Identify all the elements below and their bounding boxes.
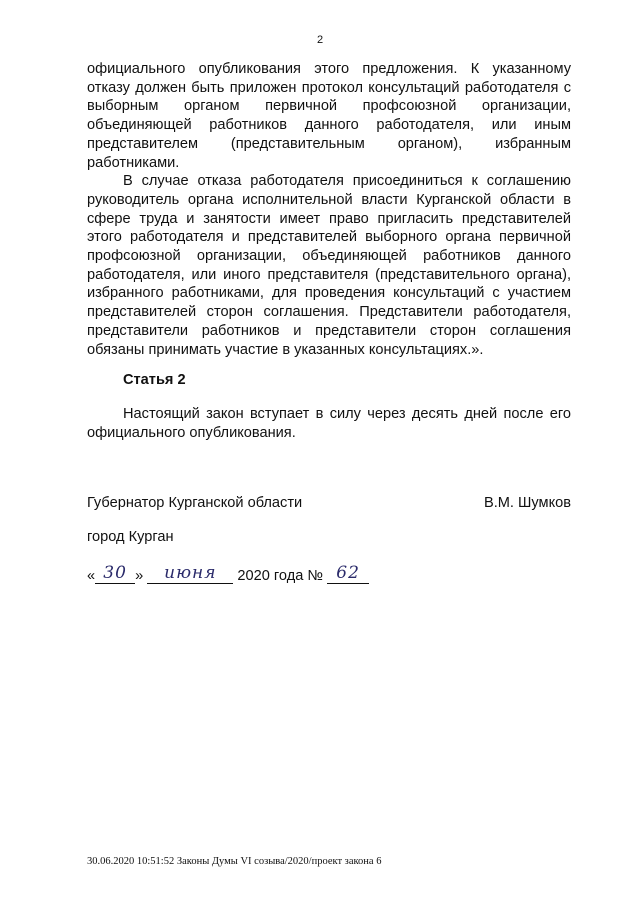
- article-text: Настоящий закон вступает в силу через десять дней после его официального опубликования.: [87, 406, 571, 441]
- date-close-quote: »: [135, 568, 144, 584]
- signature-name: В.М. Шумков: [483, 495, 571, 511]
- paragraph-continuation: официального опубликования этого предложения. К указанному отказу должен быть приложен протокол консультаций работодателя с выборным органом первичной профсоюзной организации, объединяющей работников данного работодателя, или иным представителем (представительным органом), избранным работниками.: [87, 61, 571, 171]
- footer-stamp: 30.06.2020 10:51:52 Законы Думы VI созыва/2020/проект закона 6: [87, 856, 382, 867]
- date-month-field: [147, 563, 233, 584]
- article-heading: Статья 2: [123, 372, 186, 388]
- date-year-text: 2020 года №: [237, 568, 324, 584]
- body-text: [87, 60, 571, 359]
- date-open-quote: «: [87, 568, 96, 584]
- signature-title: Губернатор Курганской области: [87, 495, 303, 511]
- law-number-field: [327, 563, 369, 584]
- date-day-handwritten: 30: [103, 563, 127, 583]
- date-month-handwritten: июня: [164, 563, 217, 583]
- page-number: 2: [316, 34, 324, 46]
- date-line: [87, 563, 369, 584]
- paragraph-refusal: В случае отказа работодателя присоединиться к соглашению руководитель органа исполнительной власти Курганской области в сфере труда и занятости имеет право пригласить представителей этого работодателя и представителей выборного органа первичной профсоюзной организации, объединяющей работников данного работодателя, или иного представителя (представительного органа), избранного работниками, для проведения консультаций с участием представителей сторон соглашения. Представители работодателя, представители работников и представители сторон соглашения обязаны принимать участие в указанных консультациях.».: [87, 173, 571, 358]
- date-day-field: [95, 563, 135, 584]
- city-name: город Курган: [87, 529, 174, 545]
- law-number-handwritten: 62: [336, 563, 360, 583]
